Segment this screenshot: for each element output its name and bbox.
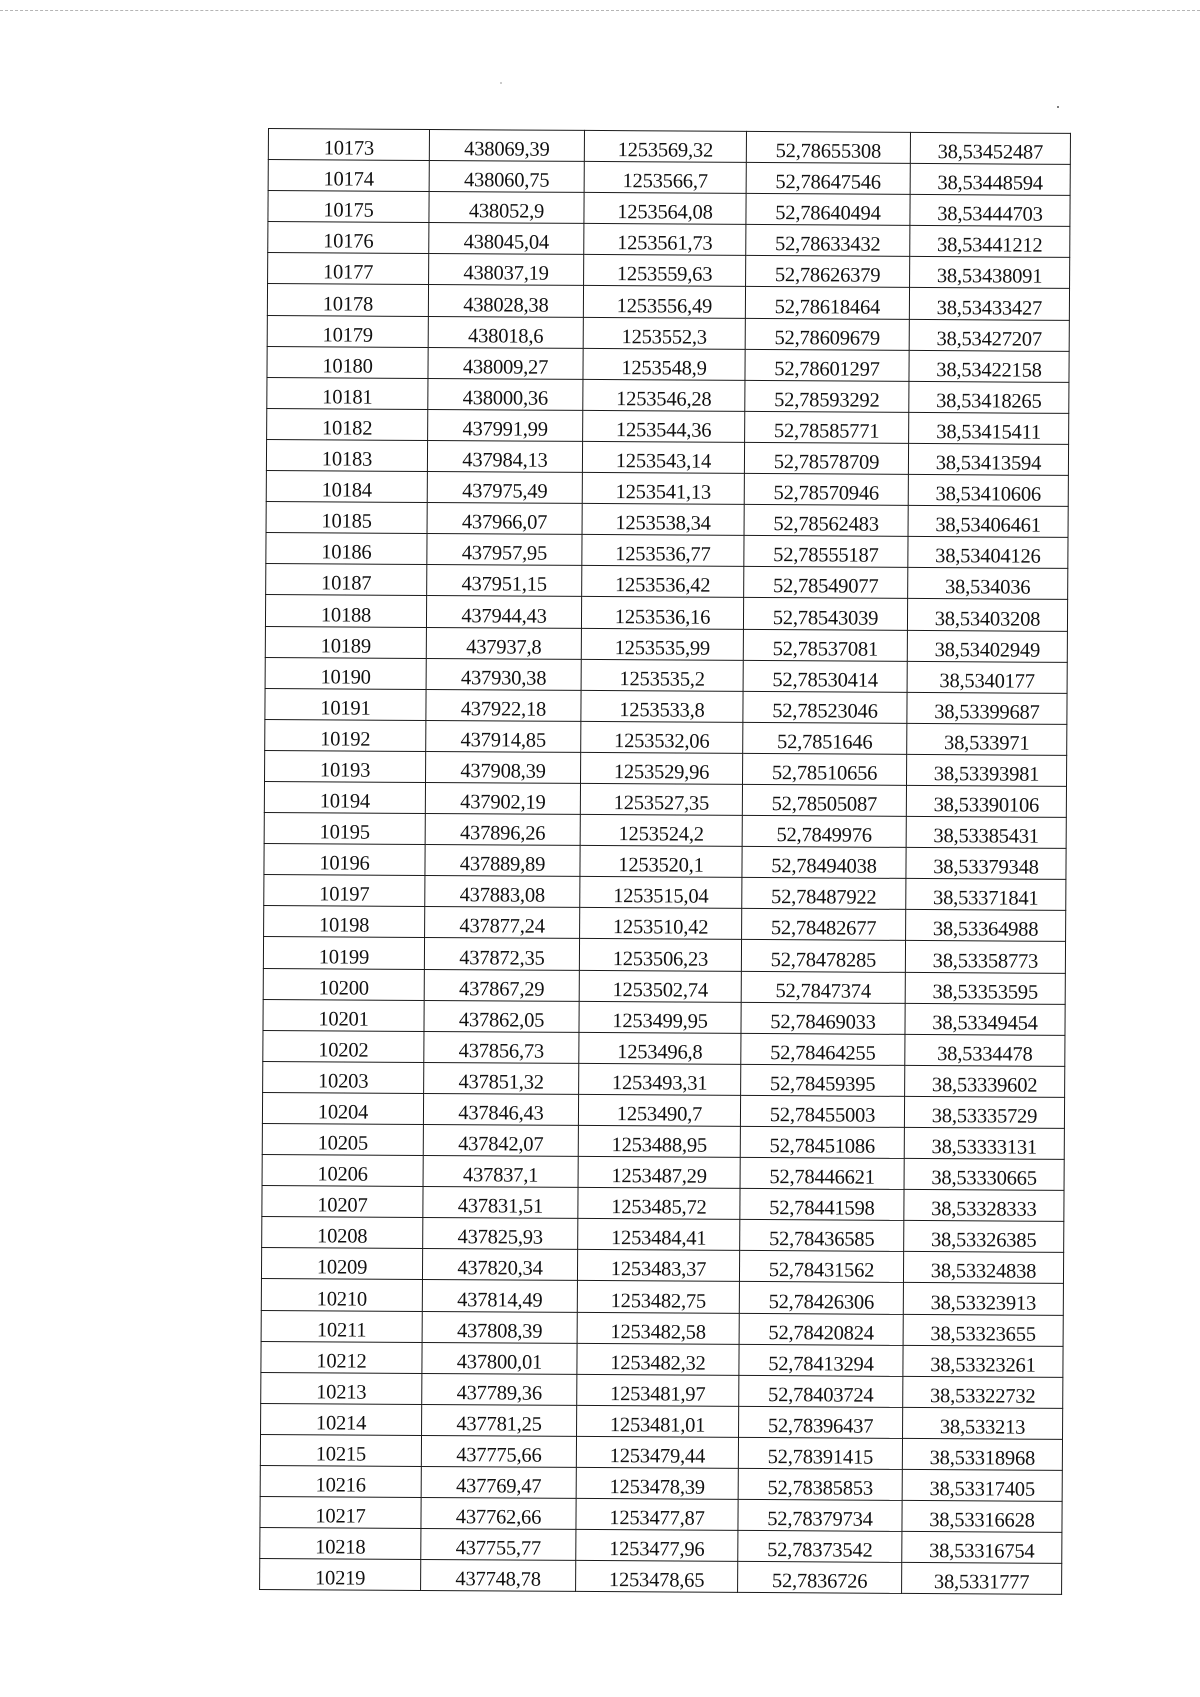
longitude-cell: 38,53385431 [906, 816, 1066, 848]
table-row [267, 377, 1069, 413]
point-number-cell: 10181 [267, 377, 428, 409]
table-row [266, 564, 1068, 600]
x-coordinate-cell: 438069,39 [429, 129, 584, 161]
longitude-cell: 38,53353595 [905, 972, 1065, 1004]
latitude-cell: 52,78523046 [743, 691, 907, 723]
y-coordinate-cell: 1253548,9 [583, 348, 745, 380]
longitude-cell: 38,53404126 [908, 537, 1068, 569]
latitude-cell: 52,78431562 [739, 1251, 903, 1283]
y-coordinate-cell: 1253483,37 [577, 1250, 739, 1282]
longitude-cell: 38,53328333 [904, 1190, 1064, 1222]
latitude-cell: 52,78455003 [740, 1095, 904, 1127]
y-coordinate-cell: 1253561,73 [584, 224, 746, 256]
latitude-cell: 52,78426306 [739, 1282, 903, 1314]
y-coordinate-cell: 1253506,23 [579, 939, 741, 971]
y-coordinate-cell: 1253527,35 [580, 783, 742, 815]
y-coordinate-cell: 1253559,63 [584, 255, 746, 287]
point-number-cell: 10188 [265, 595, 426, 627]
table-row [268, 129, 1070, 165]
point-number-cell: 10210 [261, 1279, 422, 1311]
table-row [263, 968, 1065, 1004]
latitude-cell: 52,78555187 [744, 536, 908, 568]
x-coordinate-cell: 438037,19 [429, 254, 584, 286]
coordinate-table [259, 128, 1071, 1595]
y-coordinate-cell: 1253488,95 [578, 1125, 740, 1157]
point-number-cell: 10182 [267, 408, 428, 440]
x-coordinate-cell: 437896,26 [425, 814, 580, 846]
table-row [266, 502, 1068, 538]
x-coordinate-cell: 437820,34 [422, 1249, 577, 1281]
x-coordinate-cell: 437837,1 [423, 1156, 578, 1188]
latitude-cell: 52,7849976 [742, 815, 906, 847]
latitude-cell: 52,78655308 [746, 131, 910, 163]
x-coordinate-cell: 437851,32 [424, 1062, 579, 1094]
longitude-cell: 38,53335729 [904, 1096, 1064, 1128]
y-coordinate-cell: 1253477,87 [576, 1499, 738, 1531]
point-number-cell: 10185 [266, 502, 427, 534]
x-coordinate-cell: 438009,27 [428, 347, 583, 379]
point-number-cell: 10177 [268, 253, 429, 285]
point-number-cell: 10196 [264, 844, 425, 876]
latitude-cell: 52,78578709 [744, 442, 908, 474]
x-coordinate-cell: 437966,07 [427, 503, 582, 535]
longitude-cell: 38,53339602 [905, 1065, 1065, 1097]
longitude-cell: 38,533971 [907, 723, 1067, 755]
latitude-cell: 52,78413294 [739, 1344, 903, 1376]
latitude-cell: 52,7847374 [741, 971, 905, 1003]
longitude-cell: 38,53422158 [909, 350, 1069, 382]
table-row [263, 1030, 1065, 1066]
point-number-cell: 10189 [265, 626, 426, 658]
latitude-cell: 52,78469033 [741, 1002, 905, 1034]
latitude-cell: 52,78451086 [740, 1126, 904, 1158]
x-coordinate-cell: 437748,78 [421, 1560, 576, 1592]
longitude-cell: 38,53413594 [908, 443, 1068, 475]
latitude-cell: 52,78505087 [742, 784, 906, 816]
y-coordinate-cell: 1253524,2 [580, 814, 742, 846]
x-coordinate-cell: 437842,07 [423, 1124, 578, 1156]
point-number-cell: 10174 [268, 160, 429, 192]
table-row [261, 1372, 1063, 1408]
latitude-cell: 52,78385853 [738, 1468, 902, 1500]
latitude-cell: 52,78420824 [739, 1313, 903, 1345]
table-row [262, 1155, 1064, 1191]
longitude-cell: 38,53323913 [903, 1283, 1063, 1315]
x-coordinate-cell: 438052,9 [429, 192, 584, 224]
point-number-cell: 10200 [263, 968, 424, 1000]
table-row [264, 875, 1066, 911]
y-coordinate-cell: 1253538,34 [582, 504, 744, 536]
table-row [267, 284, 1069, 320]
longitude-cell: 38,53349454 [905, 1003, 1065, 1035]
point-number-cell: 10217 [260, 1497, 421, 1529]
point-number-cell: 10211 [261, 1310, 422, 1342]
longitude-cell: 38,53323261 [903, 1345, 1063, 1377]
point-number-cell: 10204 [262, 1092, 423, 1124]
table-row [263, 1061, 1065, 1097]
point-number-cell: 10175 [268, 191, 429, 223]
y-coordinate-cell: 1253515,04 [580, 877, 742, 909]
latitude-cell: 52,78436585 [740, 1220, 904, 1252]
point-number-cell: 10183 [266, 439, 427, 471]
longitude-cell: 38,53364988 [906, 910, 1066, 942]
table-row [260, 1434, 1062, 1470]
x-coordinate-cell: 437769,47 [421, 1466, 576, 1498]
x-coordinate-cell: 437889,89 [425, 845, 580, 877]
latitude-cell: 52,7836726 [738, 1562, 902, 1594]
x-coordinate-cell: 437755,77 [421, 1529, 576, 1561]
point-number-cell: 10187 [266, 564, 427, 596]
latitude-cell: 52,78441598 [740, 1189, 904, 1221]
latitude-cell: 52,78647546 [746, 163, 910, 195]
latitude-cell: 52,78464255 [741, 1033, 905, 1065]
x-coordinate-cell: 437991,99 [428, 409, 583, 441]
point-number-cell: 10213 [261, 1372, 422, 1404]
point-number-cell: 10214 [261, 1403, 422, 1435]
table-row [264, 781, 1066, 817]
longitude-cell: 38,53452487 [910, 132, 1070, 164]
x-coordinate-cell: 437831,51 [423, 1187, 578, 1219]
longitude-cell: 38,53324838 [903, 1252, 1063, 1284]
scan-speck [500, 82, 502, 84]
x-coordinate-cell: 437800,01 [422, 1342, 577, 1374]
x-coordinate-cell: 437867,29 [424, 969, 579, 1001]
y-coordinate-cell: 1253552,3 [583, 317, 745, 349]
latitude-cell: 52,78494038 [742, 847, 906, 879]
longitude-cell: 38,5334478 [905, 1034, 1065, 1066]
x-coordinate-cell: 437762,66 [421, 1498, 576, 1530]
table-row [263, 937, 1065, 973]
table-row [262, 1217, 1064, 1253]
table-row [261, 1279, 1063, 1315]
latitude-cell: 52,78379734 [738, 1500, 902, 1532]
table-row [268, 160, 1070, 196]
longitude-cell: 38,53323655 [903, 1314, 1063, 1346]
x-coordinate-cell: 437957,95 [427, 534, 582, 566]
latitude-cell: 52,78530414 [743, 660, 907, 692]
table-row [267, 408, 1069, 444]
x-coordinate-cell: 438000,36 [428, 378, 583, 410]
longitude-cell: 38,53326385 [904, 1221, 1064, 1253]
latitude-cell: 52,78609679 [745, 318, 909, 350]
x-coordinate-cell: 437944,43 [426, 596, 581, 628]
point-number-cell: 10202 [263, 1030, 424, 1062]
x-coordinate-cell: 437808,39 [422, 1311, 577, 1343]
table-row [260, 1466, 1062, 1502]
y-coordinate-cell: 1253536,42 [582, 566, 744, 598]
y-coordinate-cell: 1253496,8 [579, 1032, 741, 1064]
latitude-cell: 52,78618464 [745, 287, 909, 319]
table-row [265, 657, 1067, 693]
y-coordinate-cell: 1253477,96 [576, 1530, 738, 1562]
longitude-cell: 38,53358773 [905, 941, 1065, 973]
table-row [262, 1092, 1064, 1128]
longitude-cell: 38,53379348 [906, 848, 1066, 880]
y-coordinate-cell: 1253490,7 [578, 1094, 740, 1126]
y-coordinate-cell: 1253485,72 [578, 1188, 740, 1220]
point-number-cell: 10179 [267, 315, 428, 347]
longitude-cell: 38,53330665 [904, 1158, 1064, 1190]
y-coordinate-cell: 1253493,31 [579, 1063, 741, 1095]
longitude-cell: 38,53393981 [906, 754, 1066, 786]
point-number-cell: 10216 [260, 1466, 421, 1498]
x-coordinate-cell: 437862,05 [424, 1000, 579, 1032]
y-coordinate-cell: 1253481,01 [577, 1405, 739, 1437]
point-number-cell: 10207 [262, 1186, 423, 1218]
point-number-cell: 10215 [260, 1434, 421, 1466]
point-number-cell: 10178 [267, 284, 428, 316]
point-number-cell: 10186 [266, 533, 427, 565]
table-row [263, 999, 1065, 1035]
longitude-cell: 38,53322732 [903, 1376, 1063, 1408]
table-row [265, 750, 1067, 786]
longitude-cell: 38,53406461 [908, 506, 1068, 538]
longitude-cell: 38,53402949 [907, 630, 1067, 662]
longitude-cell: 38,53316628 [902, 1501, 1062, 1533]
table-row [260, 1528, 1062, 1564]
y-coordinate-cell: 1253541,13 [582, 472, 744, 504]
latitude-cell: 52,78482677 [742, 909, 906, 941]
y-coordinate-cell: 1253535,99 [581, 628, 743, 660]
latitude-cell: 52,78478285 [741, 940, 905, 972]
table-row [261, 1341, 1063, 1377]
point-number-cell: 10192 [265, 719, 426, 751]
x-coordinate-cell: 437902,19 [425, 782, 580, 814]
y-coordinate-cell: 1253536,16 [581, 597, 743, 629]
y-coordinate-cell: 1253564,08 [584, 193, 746, 225]
x-coordinate-cell: 438018,6 [428, 316, 583, 348]
table-row [264, 906, 1066, 942]
longitude-cell: 38,53410606 [908, 474, 1068, 506]
longitude-cell: 38,5340177 [907, 661, 1067, 693]
point-number-cell: 10212 [261, 1341, 422, 1373]
y-coordinate-cell: 1253481,97 [577, 1374, 739, 1406]
y-coordinate-cell: 1253556,49 [583, 286, 745, 318]
table-row [266, 471, 1068, 507]
latitude-cell: 52,78593292 [745, 380, 909, 412]
latitude-cell: 52,78373542 [738, 1531, 902, 1563]
point-number-cell: 10197 [264, 875, 425, 907]
point-number-cell: 10195 [264, 813, 425, 845]
table-row [265, 688, 1067, 724]
point-number-cell: 10219 [260, 1559, 421, 1591]
latitude-cell: 52,78446621 [740, 1157, 904, 1189]
y-coordinate-cell: 1253532,06 [581, 721, 743, 753]
table-row [265, 595, 1067, 631]
x-coordinate-cell: 437984,13 [427, 440, 582, 472]
point-number-cell: 10194 [264, 781, 425, 813]
table-row [268, 191, 1070, 227]
latitude-cell: 52,78459395 [741, 1064, 905, 1096]
table-row [267, 346, 1069, 382]
y-coordinate-cell: 1253566,7 [584, 162, 746, 194]
x-coordinate-cell: 438045,04 [429, 223, 584, 255]
y-coordinate-cell: 1253529,96 [581, 752, 743, 784]
y-coordinate-cell: 1253533,8 [581, 690, 743, 722]
point-number-cell: 10184 [266, 471, 427, 503]
y-coordinate-cell: 1253484,41 [578, 1219, 740, 1251]
y-coordinate-cell: 1253520,1 [580, 846, 742, 878]
point-number-cell: 10173 [268, 129, 429, 161]
y-coordinate-cell: 1253535,2 [581, 659, 743, 691]
point-number-cell: 10201 [263, 999, 424, 1031]
longitude-cell: 38,53444703 [910, 195, 1070, 227]
point-number-cell: 10191 [265, 688, 426, 720]
latitude-cell: 52,78543039 [743, 598, 907, 630]
table-row [266, 533, 1068, 569]
longitude-cell: 38,53371841 [906, 879, 1066, 911]
point-number-cell: 10205 [262, 1123, 423, 1155]
table-row [266, 439, 1068, 475]
table-row [262, 1186, 1064, 1222]
x-coordinate-cell: 437930,38 [426, 658, 581, 690]
longitude-cell: 38,53427207 [909, 319, 1069, 351]
x-coordinate-cell: 437789,36 [422, 1373, 577, 1405]
point-number-cell: 10193 [265, 750, 426, 782]
longitude-cell: 38,533213 [903, 1407, 1063, 1439]
point-number-cell: 10209 [261, 1248, 422, 1280]
table-row [261, 1248, 1063, 1284]
table-row [261, 1403, 1063, 1439]
latitude-cell: 52,78391415 [738, 1437, 902, 1469]
point-number-cell: 10199 [263, 937, 424, 969]
x-coordinate-cell: 437846,43 [423, 1093, 578, 1125]
x-coordinate-cell: 437856,73 [424, 1031, 579, 1063]
y-coordinate-cell: 1253502,74 [579, 970, 741, 1002]
longitude-cell: 38,53316754 [902, 1532, 1062, 1564]
x-coordinate-cell: 437951,15 [427, 565, 582, 597]
table-row [262, 1123, 1064, 1159]
latitude-cell: 52,78585771 [745, 411, 909, 443]
latitude-cell: 52,78570946 [744, 473, 908, 505]
longitude-cell: 38,534036 [908, 568, 1068, 600]
table-row [265, 626, 1067, 662]
y-coordinate-cell: 1253478,39 [576, 1467, 738, 1499]
point-number-cell: 10176 [268, 222, 429, 254]
x-coordinate-cell: 437825,93 [423, 1218, 578, 1250]
coordinate-sheet [259, 128, 1065, 1595]
latitude-cell: 52,78487922 [742, 878, 906, 910]
latitude-cell: 52,7851646 [743, 722, 907, 754]
y-coordinate-cell: 1253487,29 [578, 1157, 740, 1189]
table-row [260, 1497, 1062, 1533]
latitude-cell: 52,78633432 [746, 225, 910, 257]
longitude-cell: 38,53399687 [907, 692, 1067, 724]
y-coordinate-cell: 1253536,77 [582, 535, 744, 567]
table-row [261, 1310, 1063, 1346]
longitude-cell: 38,53433427 [909, 288, 1069, 320]
x-coordinate-cell: 437975,49 [427, 472, 582, 504]
x-coordinate-cell: 437883,08 [425, 876, 580, 908]
x-coordinate-cell: 437775,66 [421, 1435, 576, 1467]
table-row [260, 1559, 1062, 1595]
longitude-cell: 38,53448594 [910, 164, 1070, 196]
table-row [264, 844, 1066, 880]
longitude-cell: 38,53441212 [910, 226, 1070, 258]
y-coordinate-cell: 1253546,28 [583, 379, 745, 411]
scan-top-border [0, 10, 1200, 11]
y-coordinate-cell: 1253569,32 [584, 130, 746, 162]
latitude-cell: 52,78626379 [746, 256, 910, 288]
y-coordinate-cell: 1253479,44 [576, 1436, 738, 1468]
longitude-cell: 38,53418265 [909, 381, 1069, 413]
table-row [268, 222, 1070, 258]
latitude-cell: 52,78549077 [744, 567, 908, 599]
x-coordinate-cell: 437937,8 [426, 627, 581, 659]
longitude-cell: 38,53317405 [902, 1469, 1062, 1501]
y-coordinate-cell: 1253510,42 [580, 908, 742, 940]
latitude-cell: 52,78396437 [739, 1406, 903, 1438]
table-row [267, 315, 1069, 351]
table-row [264, 813, 1066, 849]
y-coordinate-cell: 1253482,32 [577, 1343, 739, 1375]
x-coordinate-cell: 437877,24 [425, 907, 580, 939]
x-coordinate-cell: 437814,49 [422, 1280, 577, 1312]
longitude-cell: 38,53403208 [907, 599, 1067, 631]
x-coordinate-cell: 438028,38 [428, 285, 583, 317]
latitude-cell: 52,78537081 [743, 629, 907, 661]
y-coordinate-cell: 1253544,36 [583, 410, 745, 442]
longitude-cell: 38,53438091 [910, 257, 1070, 289]
latitude-cell: 52,78562483 [744, 505, 908, 537]
point-number-cell: 10208 [262, 1217, 423, 1249]
x-coordinate-cell: 437872,35 [424, 938, 579, 970]
x-coordinate-cell: 437922,18 [426, 689, 581, 721]
y-coordinate-cell: 1253543,14 [582, 441, 744, 473]
coordinate-table-body [260, 129, 1071, 1595]
point-number-cell: 10198 [264, 906, 425, 938]
latitude-cell: 52,78510656 [742, 753, 906, 785]
longitude-cell: 38,53390106 [906, 785, 1066, 817]
point-number-cell: 10203 [263, 1061, 424, 1093]
point-number-cell: 10190 [265, 657, 426, 689]
latitude-cell: 52,78640494 [746, 194, 910, 226]
y-coordinate-cell: 1253499,95 [579, 1001, 741, 1033]
table-row [265, 719, 1067, 755]
x-coordinate-cell: 438060,75 [429, 161, 584, 193]
longitude-cell: 38,53318968 [902, 1438, 1062, 1470]
y-coordinate-cell: 1253482,58 [577, 1312, 739, 1344]
latitude-cell: 52,78601297 [745, 349, 909, 381]
x-coordinate-cell: 437781,25 [422, 1404, 577, 1436]
table-row [268, 253, 1070, 289]
longitude-cell: 38,53415411 [909, 412, 1069, 444]
x-coordinate-cell: 437914,85 [426, 720, 581, 752]
y-coordinate-cell: 1253482,75 [577, 1281, 739, 1313]
latitude-cell: 52,78403724 [739, 1375, 903, 1407]
point-number-cell: 10206 [262, 1155, 423, 1187]
point-number-cell: 10218 [260, 1528, 421, 1560]
longitude-cell: 38,53333131 [904, 1127, 1064, 1159]
longitude-cell: 38,5331777 [902, 1563, 1062, 1595]
x-coordinate-cell: 437908,39 [426, 751, 581, 783]
point-number-cell: 10180 [267, 346, 428, 378]
scan-speck [1057, 106, 1059, 108]
y-coordinate-cell: 1253478,65 [576, 1561, 738, 1593]
